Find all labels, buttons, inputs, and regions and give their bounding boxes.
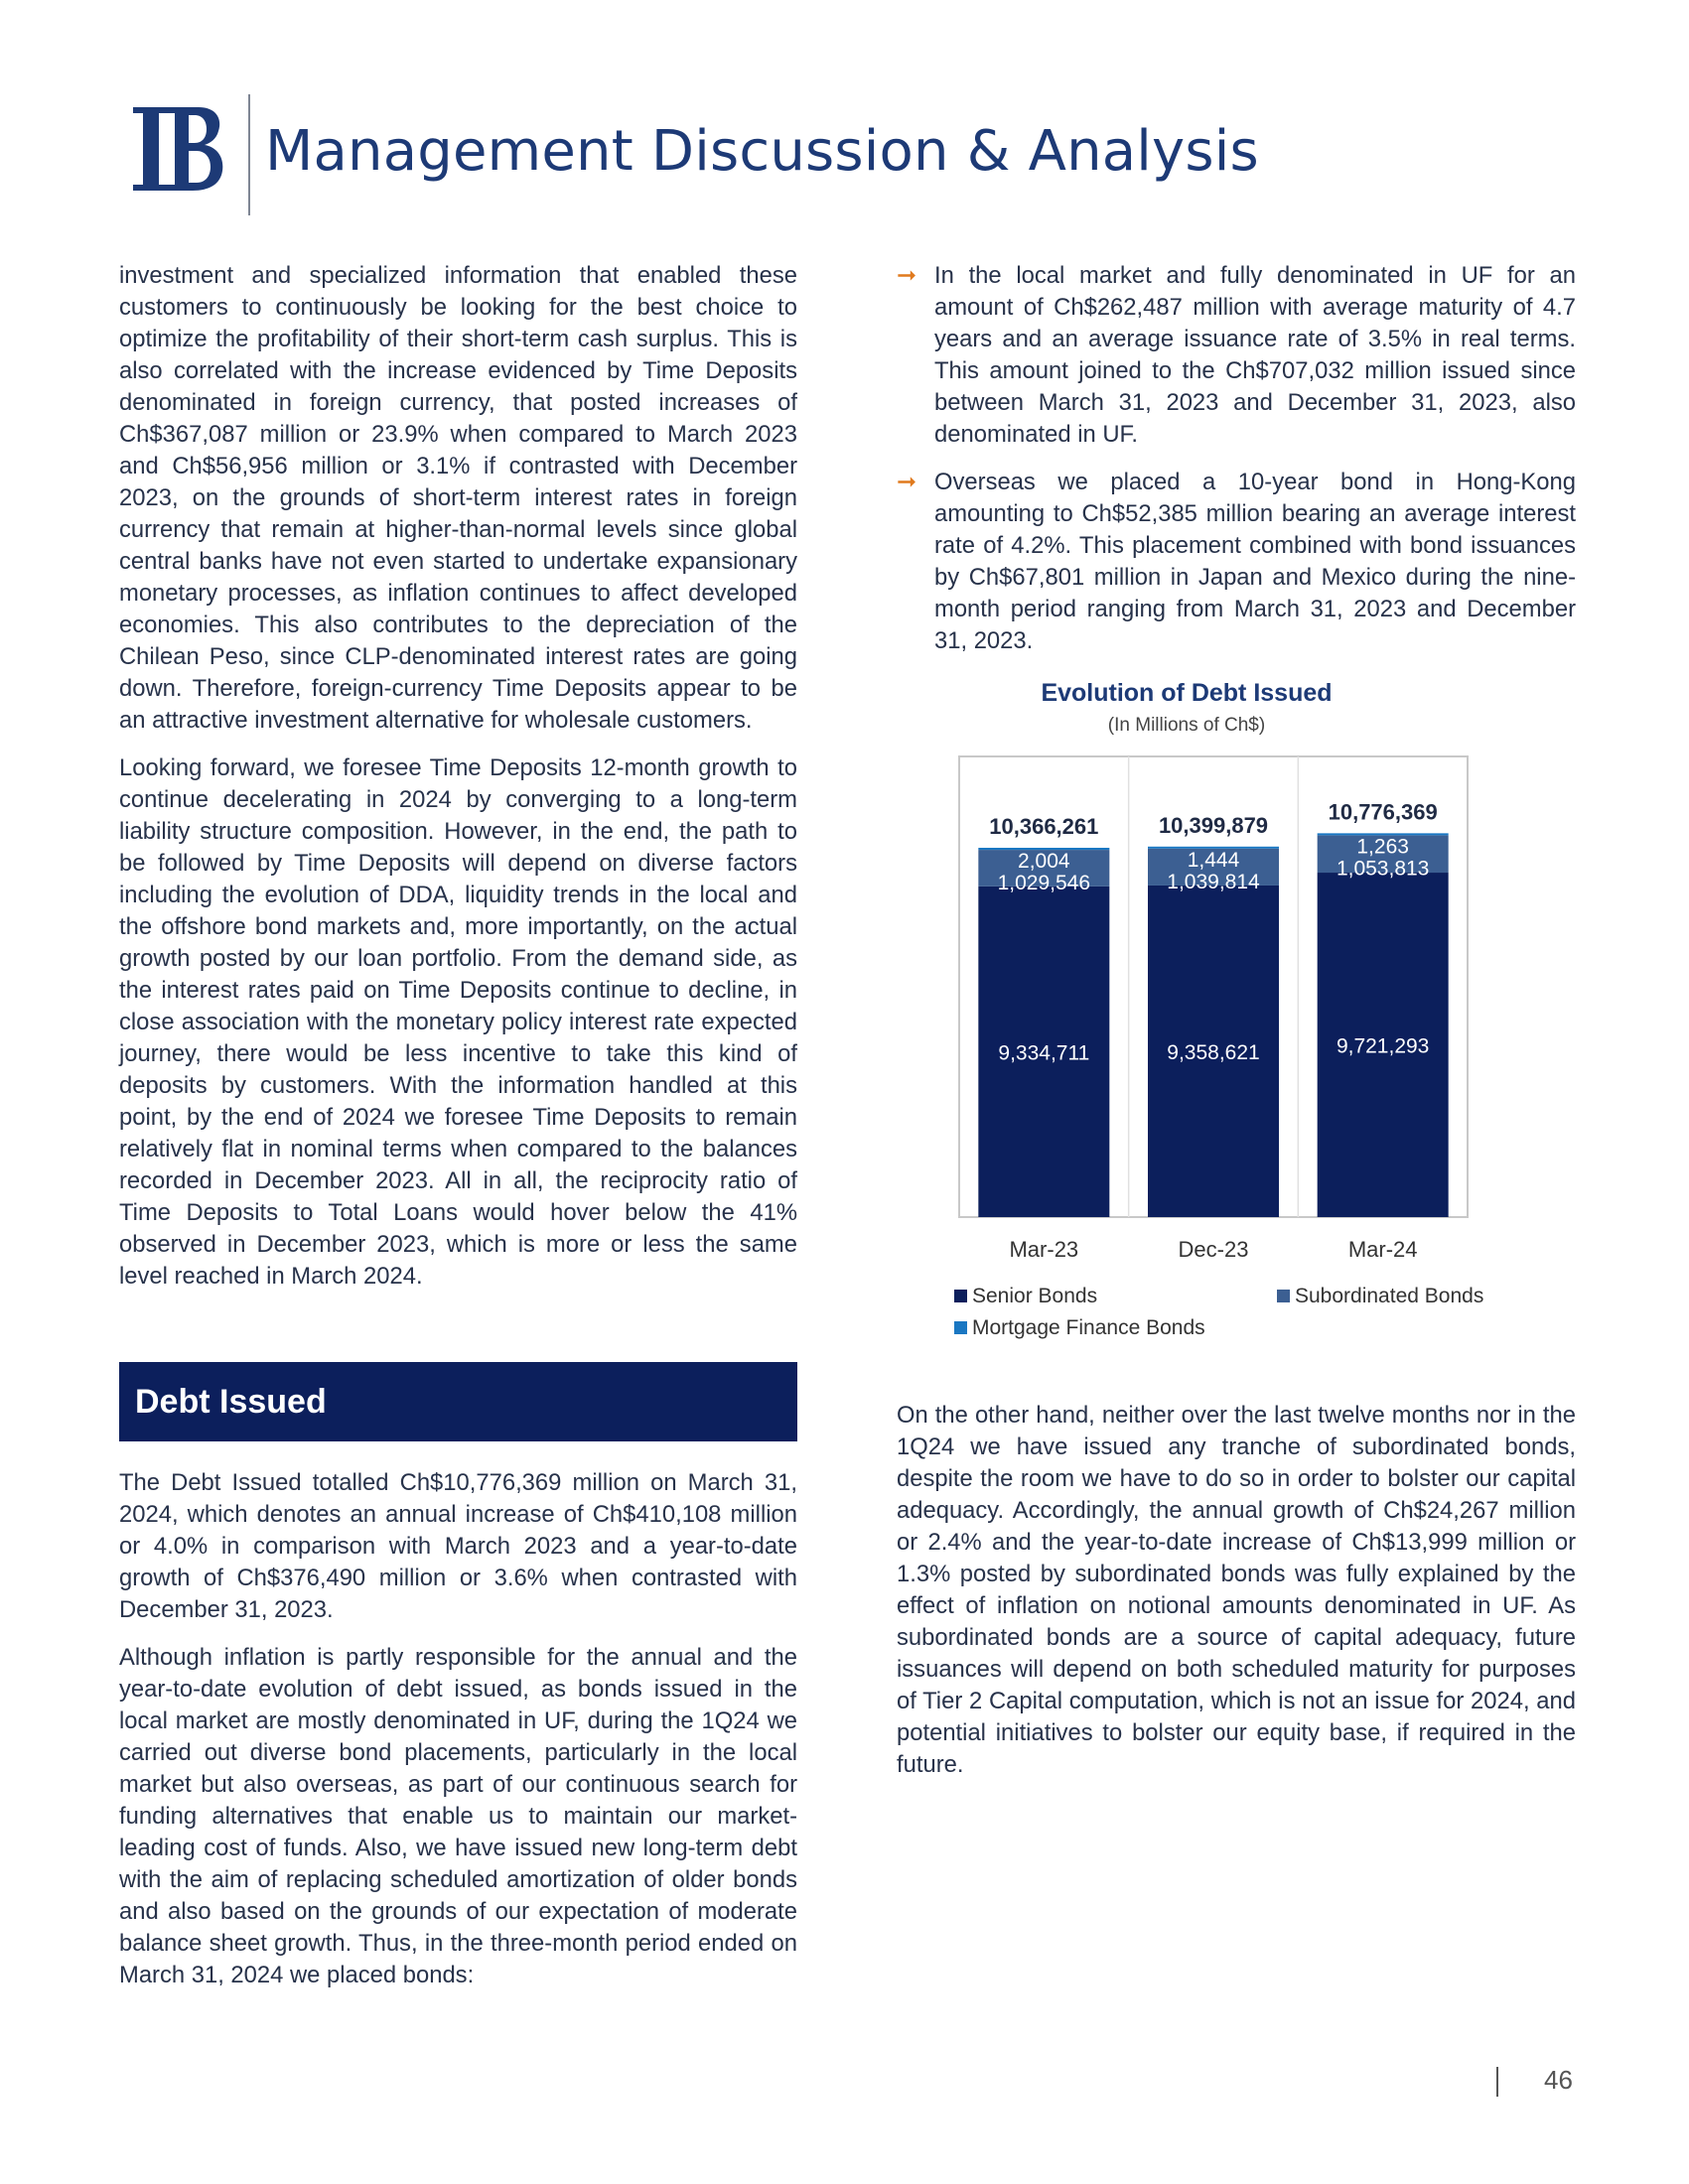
data-label-mortgage-finance-bonds: 1,444 (1187, 848, 1240, 872)
paragraph: investment and specialized information that enabled these customers to continuously be looking for the best choice to optimize the profitability of their short-term cash surplus. This is also correlated with the increase evidenced by Time Deposits denominated in foreign currency, that posted increases of Ch$367,087 million or 23.9% when compared to March 2023 and Ch$56,956 million or 3.1% if contrasted with December 2023, on the grounds of short-term interest rates in foreign currency that remain at higher-than-normal levels since global central banks have not even started to undertake expansionary monetary processes, as inflation continues to affect developed economies. This also contributes to the depreciation of the Chilean Peso, since CLP-denominated interest rates are going down. Therefore, foreign-currency Time Deposits appear to be an attractive investment alternative for wholesale customers. (119, 262, 797, 734)
right-column (897, 260, 1576, 1797)
paragraph: On the other hand, neither over the last twelve months nor in the 1Q24 we have issued any tranche of subordinated bonds, despite the room we have to do so in order to bolster our capital adequacy. Accordingly, the annual growth of Ch$24,267 million or 2.4% and the year-to-date increase of Ch$13,999 million or 1.3% posted by subordinated bonds was fully explained by the effect of inflation on notional amounts denominated in UF. As subordinated bonds are a source of capital adequacy, future issuances will depend on both scheduled maturity for purposes of Tier 2 Capital computation, which is not an issue for 2024, and potential initiatives to bolster our equity base, if required in the future. (897, 1402, 1576, 1778)
chart-svg (897, 677, 1576, 1372)
debt-issued-chart (897, 677, 1576, 1372)
footer-divider (1496, 2067, 1498, 2097)
data-label-mortgage-finance-bonds: 2,004 (1018, 850, 1070, 874)
chart-title: Evolution of Debt Issued (1041, 679, 1333, 707)
data-label-subordinated-bonds: 1,039,814 (1167, 870, 1260, 893)
legend-label: Senior Bonds (972, 1285, 1098, 1307)
x-tick-label: Dec-23 (1178, 1237, 1249, 1262)
data-label-total: 10,399,879 (1158, 812, 1269, 838)
list-item-text: In the local market and fully denominated in UF for an amount of Ch$262,487 million with average maturity of 4.7 years and an average issuance rate of 3.5% in real terms. This amount joined to the Ch$707,032 million issued since between March 31, 2023 and December 31, 2023, also denominated in UF. (934, 262, 1576, 448)
chart-subtitle: (In Millions of Ch$) (1107, 715, 1266, 736)
data-label-total: 10,776,369 (1328, 799, 1438, 825)
paragraph: Although inflation is partly responsible for the annual and the year-to-date evolution of debt issued, as bonds issued in the local market are mostly denominated in UF, during the 1Q24 we carried out diverse bond placements, particularly in the local market but also overseas, as part of our continuous search for funding alternatives that enable us to maintain our market-leading cost of funds. Also, we have issued new long-term debt with the aim of replacing scheduled amortization of older bonds and also based on the grounds of our expectation of moderate balance sheet growth. Thus, in the three-month period ended on March 31, 2024 we placed bonds: (119, 1644, 797, 1988)
arrow-bullet-icon: ➞ (897, 469, 917, 495)
data-label-subordinated-bonds: 1,053,813 (1336, 857, 1430, 881)
data-label-senior-bonds: 9,334,711 (998, 1041, 1090, 1065)
list-item (897, 467, 1576, 657)
data-label-senior-bonds: 9,358,621 (1167, 1040, 1260, 1064)
header-divider (248, 94, 250, 215)
bond-placement-list (897, 260, 1576, 657)
bank-logo-icon (129, 99, 226, 199)
left-column (119, 260, 797, 2007)
data-label-mortgage-finance-bonds: 1,263 (1356, 835, 1409, 859)
data-label-senior-bonds: 9,721,293 (1336, 1034, 1430, 1058)
paragraph: Looking forward, we foresee Time Deposits 12-month growth to continue decelerating in 2024 by converging to a long-term liability structure composition. However, in the end, the path to be followed by Time Deposits will depend on diverse factors including the evolution of DDA, liquidity trends in the local and the offshore bond markets and, more importantly, on the actual growth posted by our loan portfolio. From the demand side, as the interest rates paid on Time Deposits continue to decline, in close association with the monetary policy interest rate expected journey, there would be less incentive to take this kind of deposits by customers. With the information handled at this point, by the end of 2024 we foresee Time Deposits to remain relatively flat in nominal terms when compared to the balances recorded in December 2023. All in all, the reciprocity ratio of Time Deposits to Total Loans would hover below the 41% observed in December 2023, which is more or less the same level reached in March 2024. (119, 754, 797, 1290)
data-label-subordinated-bonds: 1,029,546 (997, 872, 1091, 895)
legend-label: Mortgage Finance Bonds (972, 1316, 1205, 1339)
legend-swatch (1277, 1290, 1290, 1302)
legend-swatch (954, 1321, 967, 1334)
x-tick-label: Mar-23 (1009, 1237, 1079, 1262)
section-heading-debt-issued: Debt Issued (119, 1362, 797, 1441)
data-label-total: 10,366,261 (989, 814, 1099, 840)
page-title: Management Discussion & Analysis (265, 119, 1259, 184)
page-number: 46 (1544, 2065, 1573, 2095)
paragraph: The Debt Issued totalled Ch$10,776,369 million on March 31, 2024, which denotes an annual increase of Ch$410,108 million or 4.0% in comparison with March 2023 and a year-to-date growth of Ch$376,490 million or 3.6% when contrasted with December 31, 2023. (119, 1469, 797, 1623)
legend-swatch (954, 1290, 967, 1302)
arrow-bullet-icon: ➞ (897, 262, 917, 289)
list-item-text: Overseas we placed a 10-year bond in Hong-Kong amounting to Ch$52,385 million bearing an average interest rate of 4.2%. This placement combined with bond issuances by Ch$67,801 million in Japan and Mexico during the nine-month period ranging from March 31, 2023 and December 31, 2023. (934, 469, 1576, 654)
list-item (897, 260, 1576, 451)
legend-label: Subordinated Bonds (1295, 1285, 1484, 1307)
x-tick-label: Mar-24 (1347, 1237, 1418, 1262)
